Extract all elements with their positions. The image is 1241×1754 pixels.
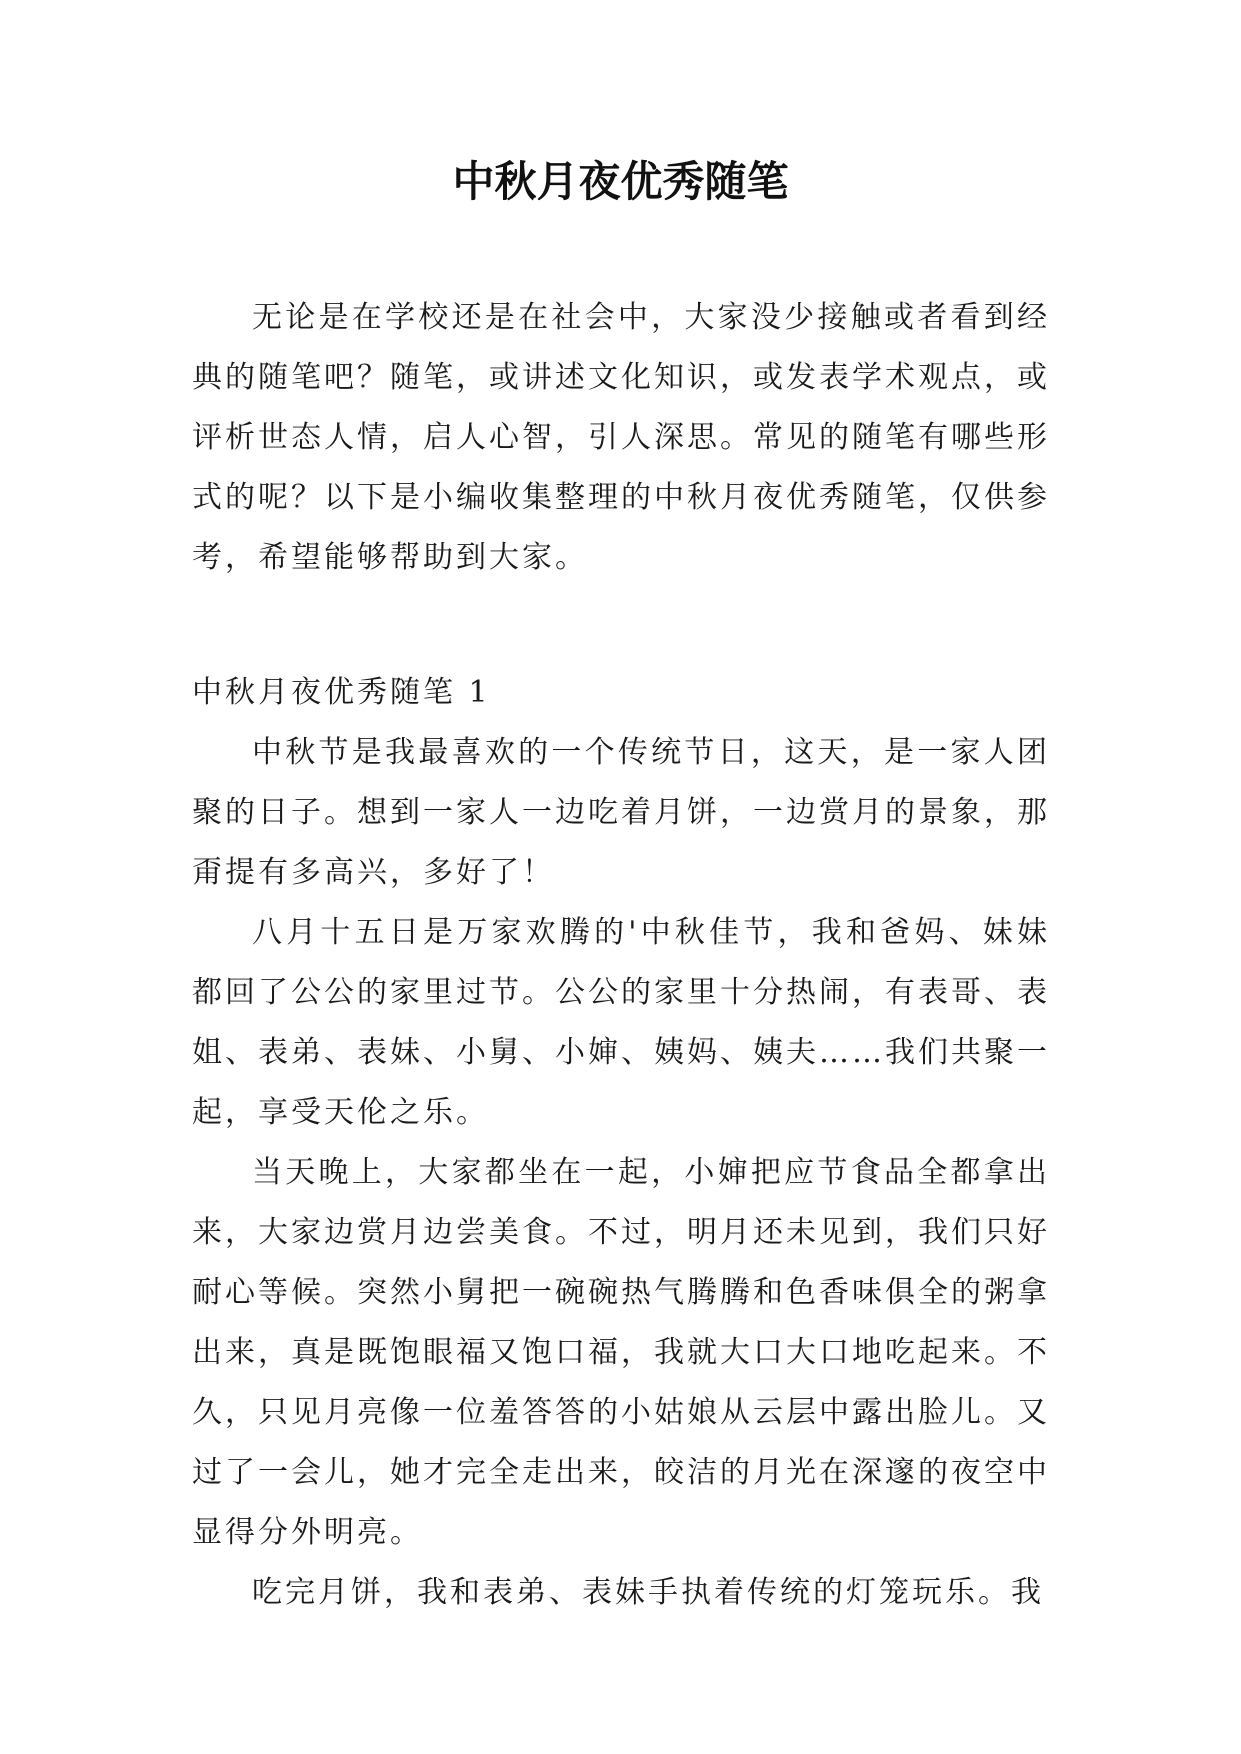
body-paragraph: 当天晚上，大家都坐在一起，小婶把应节食品全都拿出来，大家边赏月边尝美食。不过，明月还未见到，我们只好耐心等候。突然小舅把一碗碗热气腾腾和色香味俱全的粥拿出来，真是既饱眼福又饱口福，我就大口大口地吃起来。不久，只见月亮像一位羞答答的小姑娘从云层中露出脸儿。又过了一会儿，她才完全走出来，皎洁的月光在深邃的夜空中显得分外明亮。 xyxy=(192,1155,1050,1550)
section-heading: 中秋月夜优秀随笔 1 xyxy=(192,675,491,710)
document-body xyxy=(192,288,1050,1623)
intro-paragraph: 无论是在学校还是在社会中，大家没少接触或者看到经典的随笔吧？随笔，或讲述文化知识，或发表学术观点，或评析世态人情，启人心智，引人深思。常见的随笔有哪些形式的呢？以下是小编收集整理的中秋月夜优秀随笔，仅供参考，希望能够帮助到大家。 xyxy=(192,300,1050,575)
body-paragraph: 中秋节是我最喜欢的一个传统节日，这天，是一家人团聚的日子。想到一家人一边吃着月饼，一边赏月的景象，那甭提有多高兴，多好了！ xyxy=(192,735,1050,890)
document-title: 中秋月夜优秀随笔 xyxy=(452,157,789,206)
body-paragraph: 八月十五日是万家欢腾的'中秋佳节，我和爸妈、妹妹都回了公公的家里过节。公公的家里十分热闹，有表哥、表姐、表弟、表妹、小舅、小婶、姨妈、姨夫……我们共聚一起，享受天伦之乐。 xyxy=(192,915,1050,1130)
body-paragraph: 吃完月饼，我和表弟、表妹手执着传统的灯笼玩乐。我 xyxy=(252,1575,1044,1610)
